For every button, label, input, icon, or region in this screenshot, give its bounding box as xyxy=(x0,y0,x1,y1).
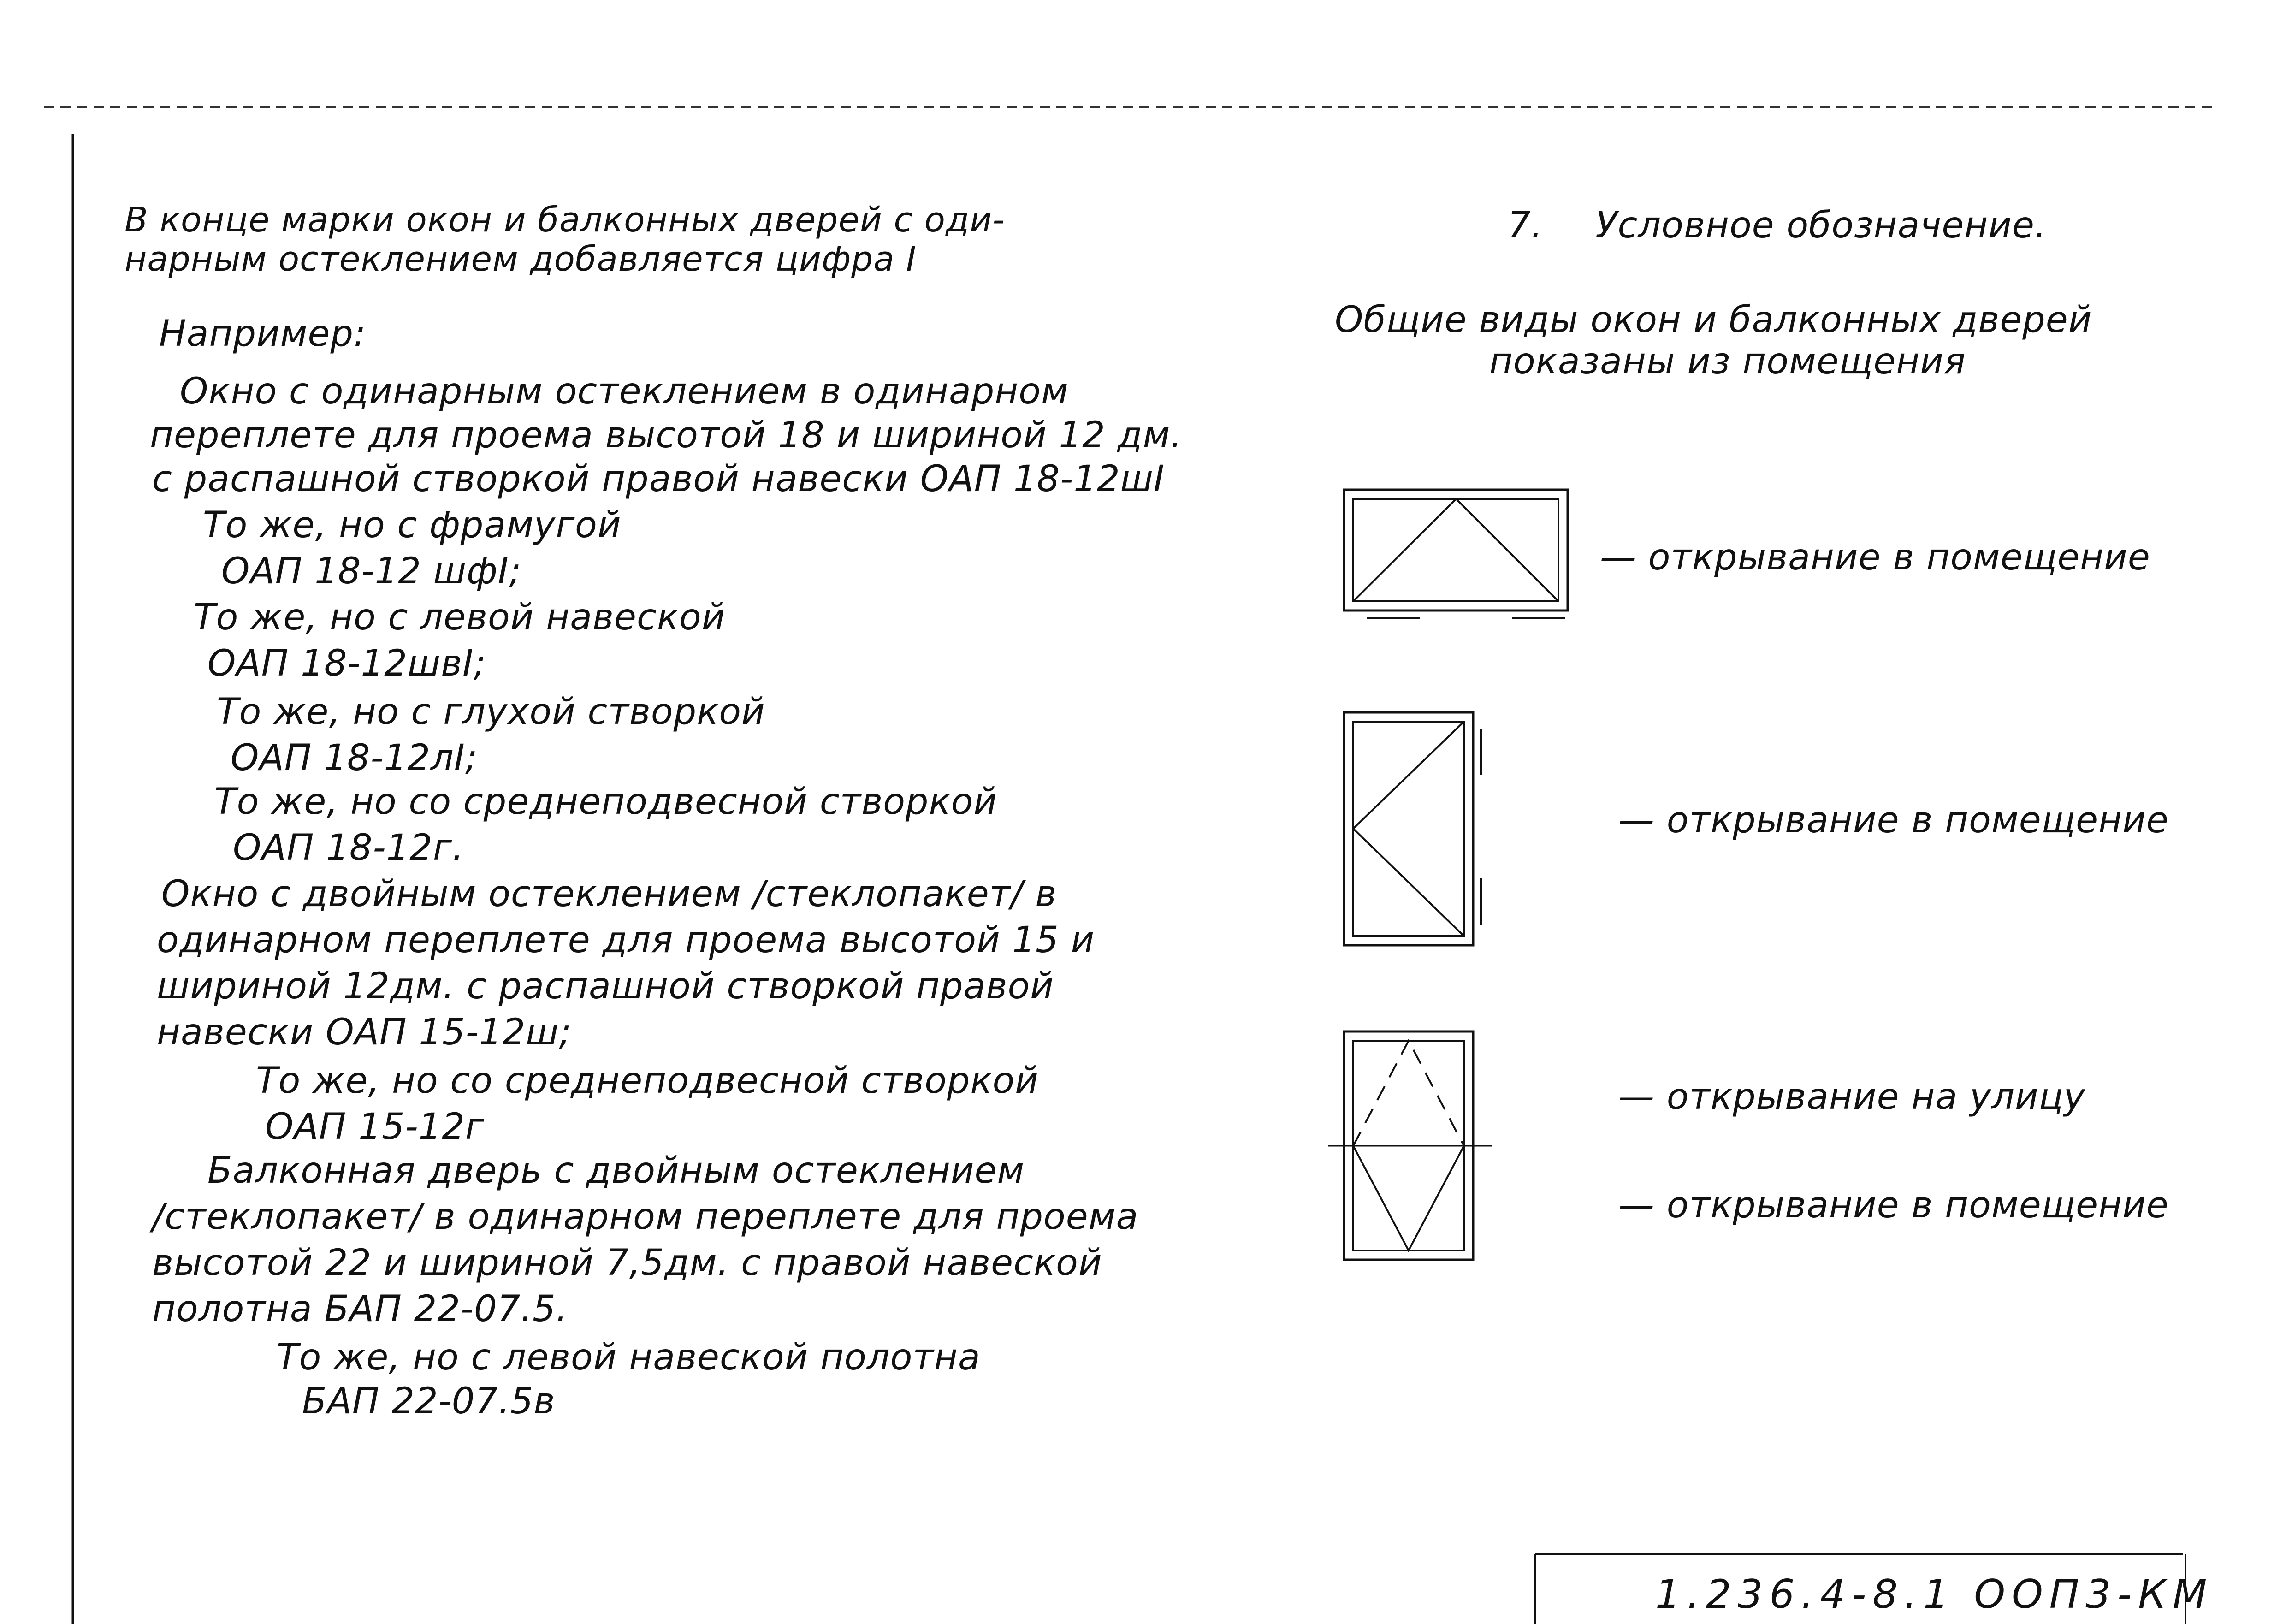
legend-label: — открывание в помещение xyxy=(1600,537,2150,578)
example-line: БАП 22-07.5в xyxy=(302,1381,556,1422)
example-line: Окно с двойным остеклением /стеклопакет/ в xyxy=(161,873,1057,915)
intro-line-1: В конце марки окон и балконных дверей с оди- xyxy=(124,200,1005,240)
legend-label: — открывание в помещение xyxy=(1618,1185,2169,1226)
example-line: То же, но с глухой створкой xyxy=(217,691,765,733)
legend-label: — открывание в помещение xyxy=(1618,800,2169,841)
example-line: ОАП 18-12лI; xyxy=(231,737,478,779)
example-line: Балконная дверь с двойным остеклением xyxy=(207,1150,1025,1191)
example-line: То же, но со среднеподвесной створкой xyxy=(256,1060,1039,1102)
intro-line-2: нарным остеклением добавляется цифра I xyxy=(124,239,917,279)
example-line: высотой 22 и шириной 7,5дм. с правой навеской xyxy=(152,1242,1102,1284)
example-line: ОАП 18-12г. xyxy=(233,827,464,869)
examples-header: Например: xyxy=(159,313,367,355)
example-line: Окно с одинарным остеклением в одинарном xyxy=(180,371,1069,412)
example-line: ОАП 15-12г xyxy=(265,1106,485,1148)
example-line: То же, но с левой навеской xyxy=(194,597,726,638)
example-line: /стеклопакет/ в одинарном переплете для проема xyxy=(152,1196,1139,1238)
section-note-line-2: показаны из помещения xyxy=(1489,341,1966,382)
example-line: То же, но с левой навеской полотна xyxy=(277,1337,981,1378)
example-line: То же, но с фрамугой xyxy=(203,504,622,546)
example-line: То же, но со среднеподвесной створкой xyxy=(214,781,997,823)
example-line: ОАП 18-12швI; xyxy=(207,643,486,684)
example-line: одинарном переплете для проема высотой 15 и xyxy=(157,919,1095,961)
example-line: полотна БАП 22-07.5. xyxy=(152,1288,568,1330)
example-line: навески ОАП 15-12ш; xyxy=(157,1012,572,1053)
example-line: шириной 12дм. с распашной створкой правой xyxy=(157,966,1054,1007)
section-title: Условное обозначение. xyxy=(1595,205,2047,246)
section-number: 7. xyxy=(1508,205,1543,246)
document-code: 1.236.4-8.1 ООП3-КМ xyxy=(1655,1571,2214,1618)
section-note-line-1: Общие виды окон и балконных дверей xyxy=(1335,299,2092,341)
legend-label: — открывание на улицу xyxy=(1618,1076,2085,1118)
example-line: ОАП 18-12 шфI; xyxy=(221,551,521,592)
example-line: переплете для проема высотой 18 и шириной 12 дм. xyxy=(150,415,1183,456)
example-line: с распашной створкой правой навески ОАП 18-12шI xyxy=(152,458,1165,500)
